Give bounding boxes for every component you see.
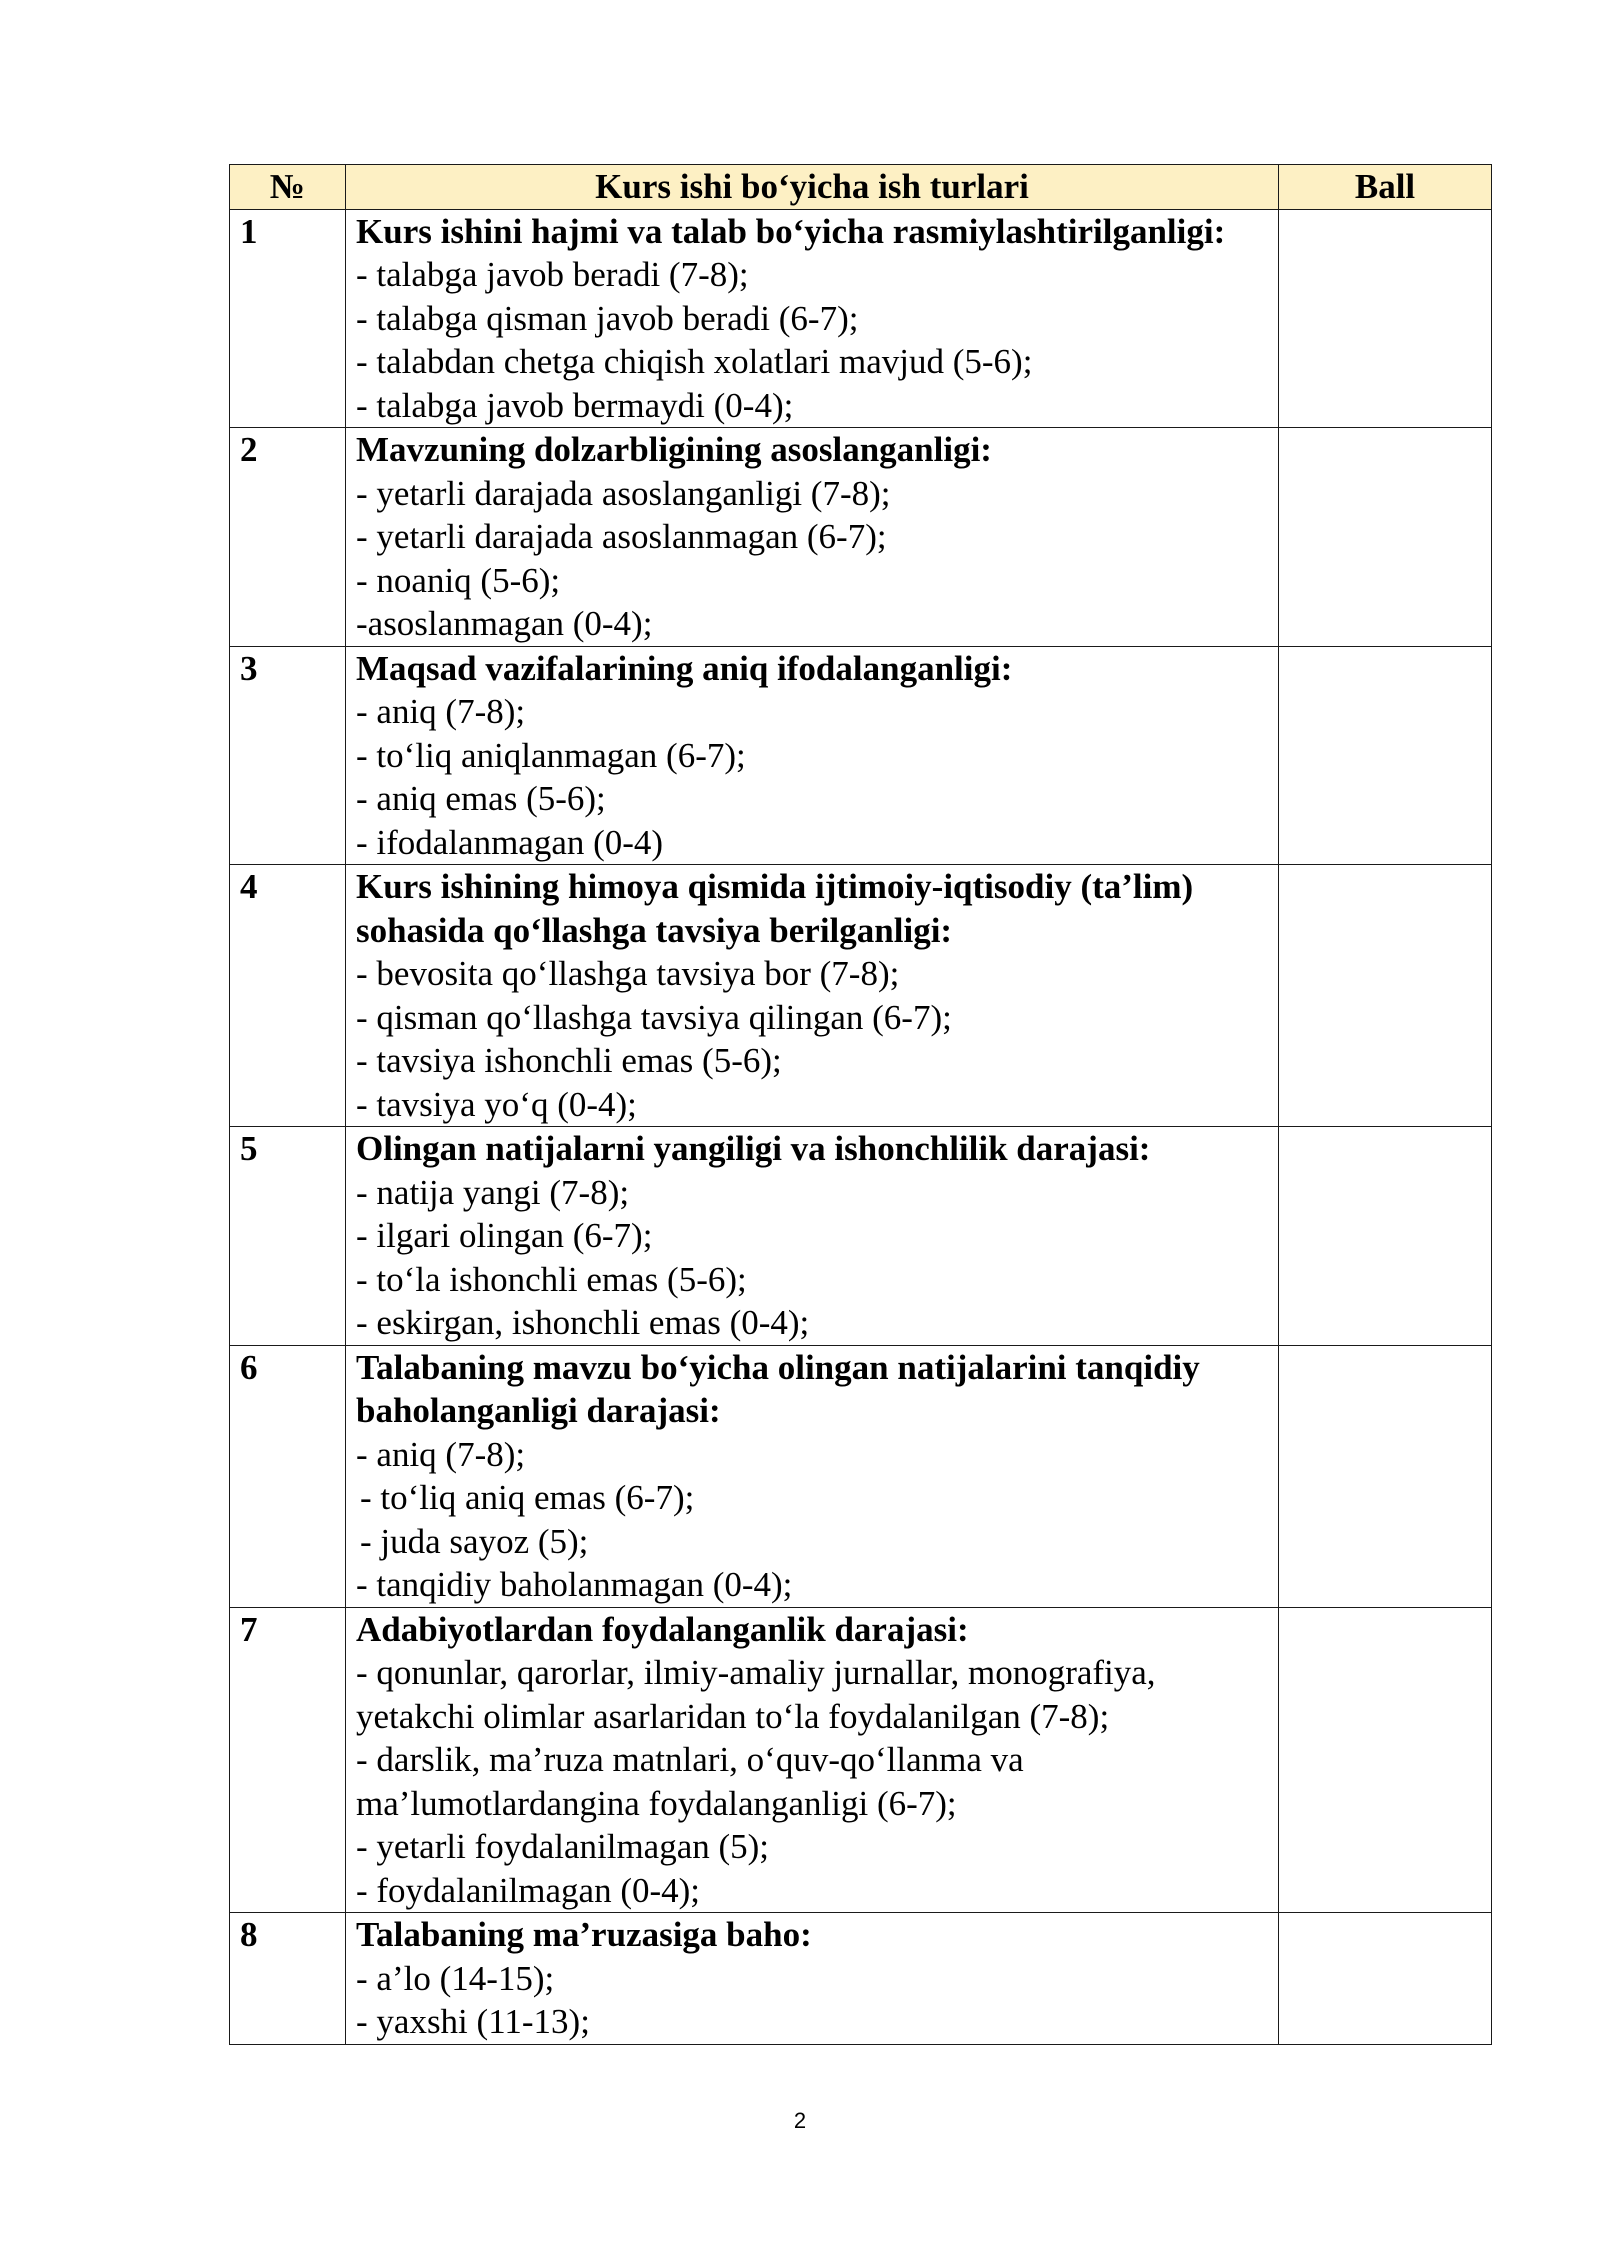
criterion-option: - talabga qisman javob beradi (6-7); (356, 298, 859, 338)
criterion-option: - yetarli foydalanilmagan (5); (356, 1827, 770, 1866)
criterion-title: Maqsad vazifalarining aniq ifodalanganligi: (356, 648, 1013, 688)
ball-cell (1279, 865, 1492, 1127)
ball-cell (1279, 1127, 1492, 1346)
criterion-title: Olingan natijalarni yangiligi va ishonchlilik darajasi: (356, 1129, 1151, 1168)
header-ball: Ball (1279, 165, 1492, 210)
criterion-option: - juda sayoz (5); (360, 1521, 589, 1561)
header-row (230, 165, 1492, 210)
criterion-option: - qonunlar, qarorlar, ilmiy-amaliy jurnallar, monografiya, yetakchi olimlar asarlaridan to‘la foydalanilgan (7-8); (356, 1653, 1156, 1736)
ball-cell (1279, 1607, 1492, 1913)
criterion-cell (346, 1345, 1279, 1607)
table-row (230, 1127, 1492, 1346)
criterion-cell (346, 1607, 1279, 1913)
criterion-title: Talabaning mavzu bo‘yicha olingan natijalarini tanqidiy baholanganligi darajasi: (356, 1347, 1200, 1430)
criterion-cell (346, 209, 1279, 428)
criterion-option: - to‘liq aniq emas (6-7); (360, 1478, 695, 1517)
ball-cell (1279, 1345, 1492, 1607)
criterion-option: - tanqidiy baholanmagan (0-4); (356, 1565, 793, 1604)
table-row (230, 865, 1492, 1127)
criterion-cell (346, 865, 1279, 1127)
row-number: 5 (230, 1127, 346, 1346)
criterion-option: - yaxshi (11-13); (356, 2002, 590, 2041)
criterion-option: - foydalanilmagan (0-4); (356, 1870, 701, 1910)
criterion-option: - yetarli darajada asoslanmagan (6-7); (356, 517, 887, 556)
criterion-option: - eskirgan, ishonchli emas (0-4); (356, 1303, 810, 1342)
ball-cell (1279, 428, 1492, 647)
criterion-cell (346, 646, 1279, 865)
criterion-option: -asoslanmagan (0-4); (356, 604, 653, 643)
criterion-option: - noaniq (5-6); (356, 560, 561, 600)
criterion-option: - tavsiya yo‘q (0-4); (356, 1084, 637, 1124)
row-number: 1 (230, 209, 346, 428)
grading-criteria-table (229, 164, 1492, 2045)
criterion-title: Adabiyotlardan foydalanganlik darajasi: (356, 1609, 969, 1649)
criterion-option: - natija yangi (7-8); (356, 1172, 630, 1212)
table-row (230, 1345, 1492, 1607)
row-number: 8 (230, 1913, 346, 2045)
criterion-title: Kurs ishining himoya qismida ijtimoiy-iqtisodiy (ta’lim) sohasida qo‘llashga tavsiya berilganligi: (356, 867, 1194, 950)
criterion-option: - tavsiya ishonchli emas (5-6); (356, 1041, 782, 1080)
table-header (230, 165, 1492, 210)
table-row (230, 428, 1492, 647)
criterion-title: Kurs ishini hajmi va talab bo‘yicha rasmiylashtirilganligi: (356, 211, 1226, 251)
table-body (230, 209, 1492, 2044)
criterion-option: - darslik, ma’ruza matnlari, o‘quv-qo‘llanma va ma’lumotlardangina foydalanganligi (6-7); (356, 1740, 1024, 1823)
row-number: 4 (230, 865, 346, 1127)
row-number: 7 (230, 1607, 346, 1913)
criterion-option: - qisman qo‘llashga tavsiya qilingan (6-7); (356, 997, 952, 1037)
table-row (230, 1913, 1492, 2045)
criterion-option: - a’lo (14-15); (356, 1958, 555, 1998)
row-number: 2 (230, 428, 346, 647)
criterion-option: - to‘liq aniqlanmagan (6-7); (356, 735, 746, 775)
ball-cell (1279, 209, 1492, 428)
table-row (230, 646, 1492, 865)
criterion-cell (346, 428, 1279, 647)
criterion-option: - talabga javob beradi (7-8); (356, 255, 749, 294)
header-work-types: Kurs ishi bo‘yicha ish turlari (346, 165, 1279, 210)
criterion-option: - yetarli darajada asoslanganligi (7-8); (356, 473, 891, 513)
criterion-option: - aniq (7-8); (356, 692, 526, 731)
table-row (230, 209, 1492, 428)
ball-cell (1279, 1913, 1492, 2045)
criterion-option: - talabga javob bermaydi (0-4); (356, 385, 794, 425)
criterion-option: - ilgari olingan (6-7); (356, 1216, 653, 1255)
criterion-cell (346, 1913, 1279, 2045)
row-number: 3 (230, 646, 346, 865)
criterion-option: - talabdan chetga chiqish xolatlari mavjud (5-6); (356, 342, 1033, 381)
criterion-title: Talabaning ma’ruzasiga baho: (356, 1915, 812, 1954)
row-number: 6 (230, 1345, 346, 1607)
criterion-option: - to‘la ishonchli emas (5-6); (356, 1259, 747, 1299)
criterion-cell (346, 1127, 1279, 1346)
criterion-option: - aniq emas (5-6); (356, 779, 606, 818)
criterion-option: - aniq (7-8); (356, 1434, 526, 1474)
criterion-option: - bevosita qo‘llashga tavsiya bor (7-8); (356, 954, 900, 993)
header-number: № (230, 165, 346, 210)
page-number: 2 (793, 2108, 807, 2133)
ball-cell (1279, 646, 1492, 865)
table-row (230, 1607, 1492, 1913)
criterion-option: - ifodalanmagan (0-4) (356, 822, 664, 862)
criterion-title: Mavzuning dolzarbligining asoslanganligi: (356, 430, 992, 469)
